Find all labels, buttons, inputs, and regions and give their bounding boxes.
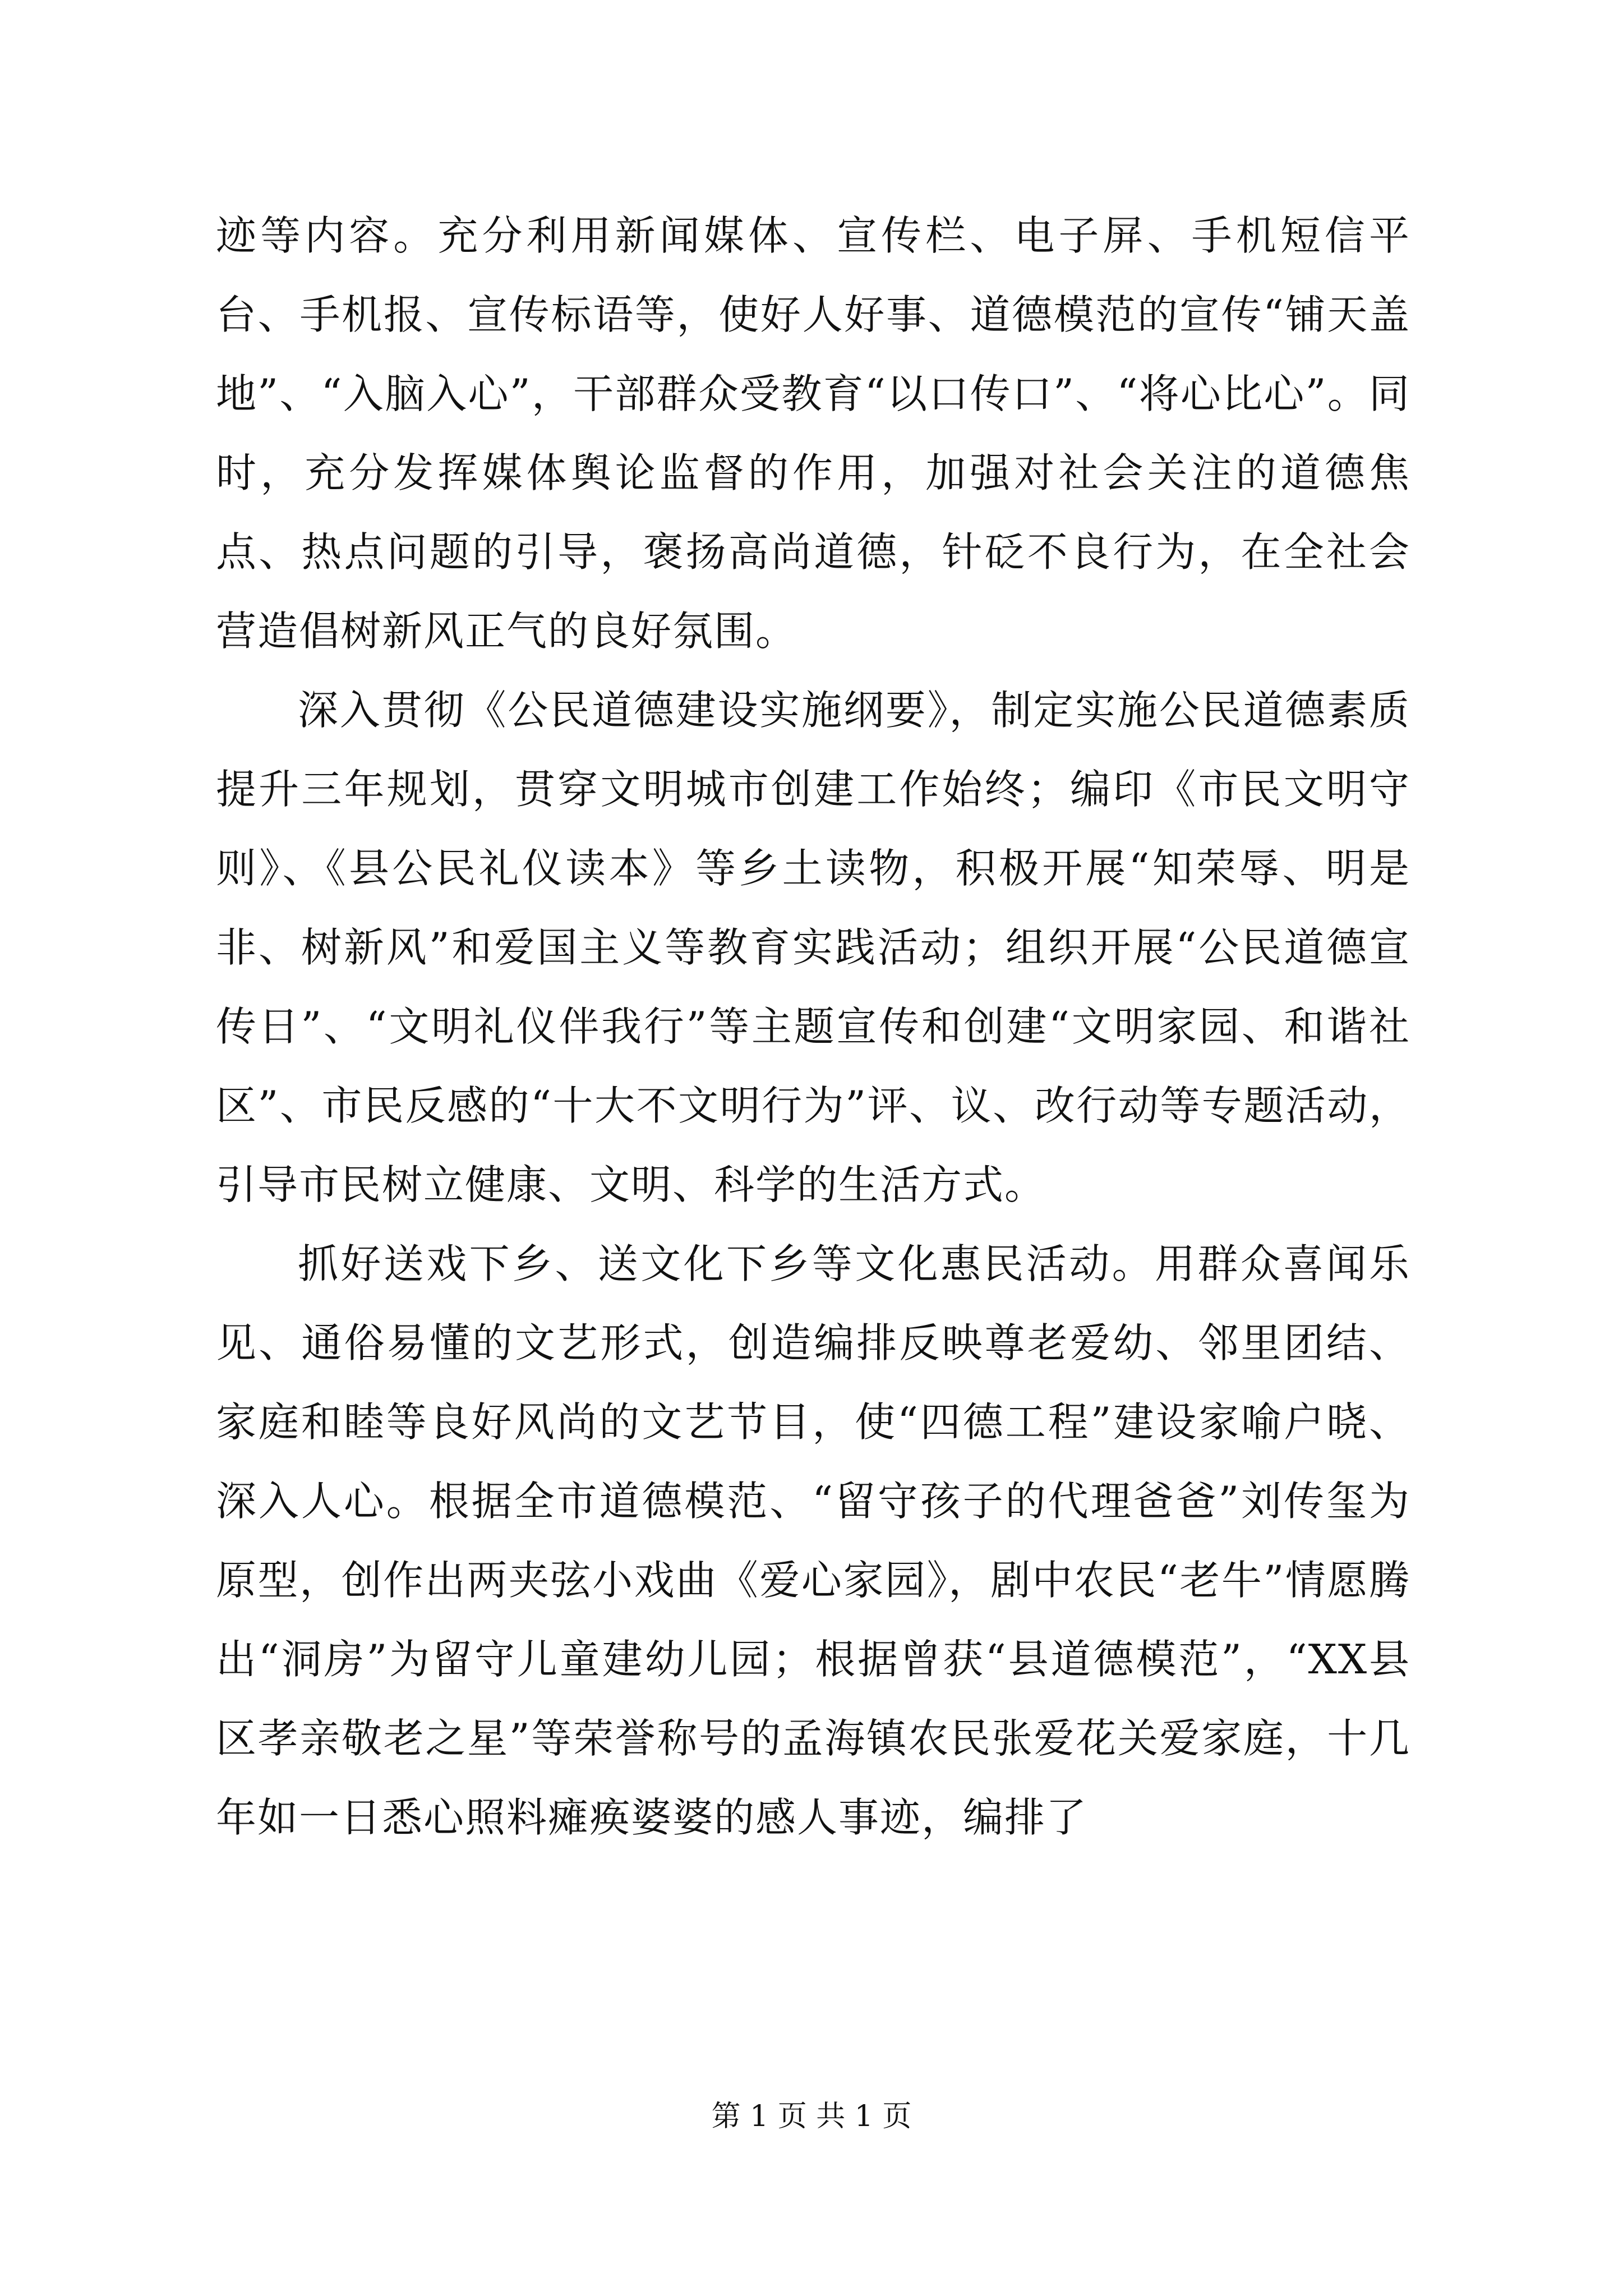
document-body bbox=[216, 196, 1410, 1857]
page-number-footer: 第 1 页 共 1 页 bbox=[711, 2100, 912, 2133]
paragraph-continued: 迹等内容。充分利用新闻媒体、宣传栏、电子屏、手机短信平台、手机报、宣传标语等，使好人好事、道德模范的宣传“铺天盖地”、“入脑入心”，干部群众受教育“以口传口”、“将心比心”。同时，充分发挥媒体舆论监督的作用，加强对社会关注的道德焦点、热点问题的引导，褒扬高尚道德，针砭不良行为，在全社会营造倡树新风正气的良好氛围。 bbox=[216, 212, 1410, 655]
paragraph-civic-morality: 深入贯彻《公民道德建设实施纲要》，制定实施公民道德素质提升三年规划，贯穿文明城市创建工作始终；编印《市民文明守则》、《县公民礼仪读本》等乡土读物，积极开展“知荣辱、明是非、树新风”和爱国主义等教育实践活动；组织开展“公民道德宣传日”、“文明礼仪伴我行”等主题宣传和创建“文明家园、和谐社区”、市民反感的“十大不文明行为”评、议、改行动等专题活动，引导市民树立健康、文明、科学的生活方式。 bbox=[216, 687, 1410, 1208]
paragraph-culture-outreach: 抓好送戏下乡、送文化下乡等文化惠民活动。用群众喜闻乐见、通俗易懂的文艺形式，创造编排反映尊老爱幼、邻里团结、家庭和睦等良好风尚的文艺节目，使“四德工程”建设家喻户晓、深入人心。根据全市道德模范、“留守孩子的代理爸爸”刘传玺为原型，创作出两夹弦小戏曲《爱心家园》，剧中农民“老牛”情愿腾出“洞房”为留守儿童建幼儿园；根据曾获“县道德模范”，“XX县区孝亲敬老之星”等荣誉称号的孟海镇农民张爱花关爱家庭，十几年如一日悉心照料瘫痪婆婆的感人事迹，编排了 bbox=[216, 1240, 1410, 1841]
